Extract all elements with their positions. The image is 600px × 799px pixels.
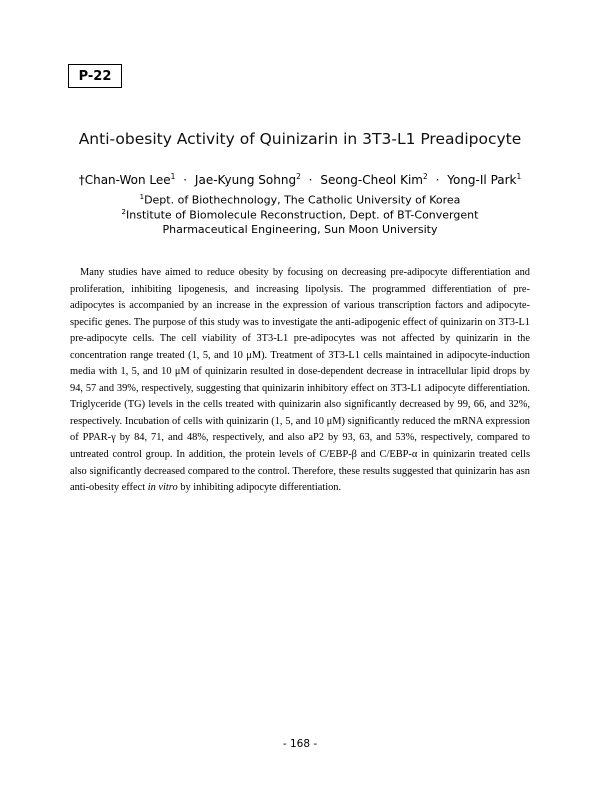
affiliation-text: Dept. of Biothechnology, The Catholic University of Korea	[144, 193, 461, 207]
affiliation-ref: 2	[422, 172, 428, 181]
author-separator: ·	[183, 173, 188, 187]
author-name: Seong-Cheol Kim	[320, 173, 423, 187]
affiliation-text: Institute of Biomolecule Reconstruction, Dept. of BT-Convergent	[126, 208, 479, 222]
affiliation-ref: 1	[170, 172, 176, 181]
affiliation-1	[0, 193, 600, 207]
author-name: Chan-Won Lee	[84, 173, 171, 187]
corresponding-author-mark: †	[78, 173, 85, 187]
author-list	[0, 172, 600, 187]
poster-number-badge: P-22	[68, 64, 122, 88]
author-name: Yong-Il Park	[447, 173, 517, 187]
author-1	[79, 173, 176, 187]
affiliation-2	[0, 208, 600, 222]
page-number: - 168 -	[282, 738, 318, 750]
author-3	[320, 173, 427, 187]
affiliation-ref: 2	[296, 172, 301, 181]
affiliation-2-continued: Pharmaceutical Engineering, Sun Moon University	[162, 223, 438, 236]
author-separator: ·	[308, 173, 313, 187]
author-2	[195, 173, 301, 187]
author-name: Jae-Kyung Sohng	[194, 173, 297, 187]
affiliation-number: 2	[121, 208, 127, 216]
abstract-body	[70, 265, 530, 497]
abstract-text: Many studies have aimed to reduce obesity by focusing on decreasing pre-adipocyte differentiation and proliferation, inhibiting lipogenesis, and increasing lipolysis. The programmed differentiation of pre-adipocytes is accompanied by an increase in the expression of various transcription factors and adipocyte-specific genes. The purpose of this study was to investigate the anti-adipogenic effect of quinizarin on 3T3-L1 pre-adipocyte cells. The cell viability of 3T3-L1 pre-adipocytes was not affected by quinizarin in the concentration range treated (1, 5, and 10 μM). Treatment of 3T3-L1 cells maintained in adipocyte-induction media with 1, 5, and 10 μM of quinizarin resulted in dose-dependent decrease in intracellular lipid drops by 94, 57 and 39%, respectively, suggesting that quinizarin inhibitory effect on 3T3-L1 adipocyte differentiation. Triglyceride (TG) levels in the cells treated with quinizarin also significantly decreased by 99, 66, and 32%, respectively. Incubation of cells with quinizarin (1, 5, and 10 μM) significantly reduced the mRNA expression of PPAR-γ by 84, 71, and 48%, respectively, and also aP2 by 93, 63, and 53%, respectively, compared to untreated control group. In addition, the protein levels of C/EBP-β and C/EBP-α in quinizarin treated cells also significantly decreased compared to the control. Therefore, these results suggested that quinizarin has asn anti-obesity effect	[70, 267, 530, 494]
abstract-italic-term: in vitro	[147, 482, 178, 494]
abstract-text-end: by inhibiting adipocyte differentiation.	[180, 482, 342, 494]
author-separator: ·	[435, 173, 440, 187]
author-4	[447, 173, 521, 187]
affiliation-ref: 1	[516, 172, 522, 181]
affiliation-number: 1	[139, 193, 145, 201]
paper-title: Anti-obesity Activity of Quinizarin in 3T3-L1 Preadipocyte	[78, 130, 522, 148]
